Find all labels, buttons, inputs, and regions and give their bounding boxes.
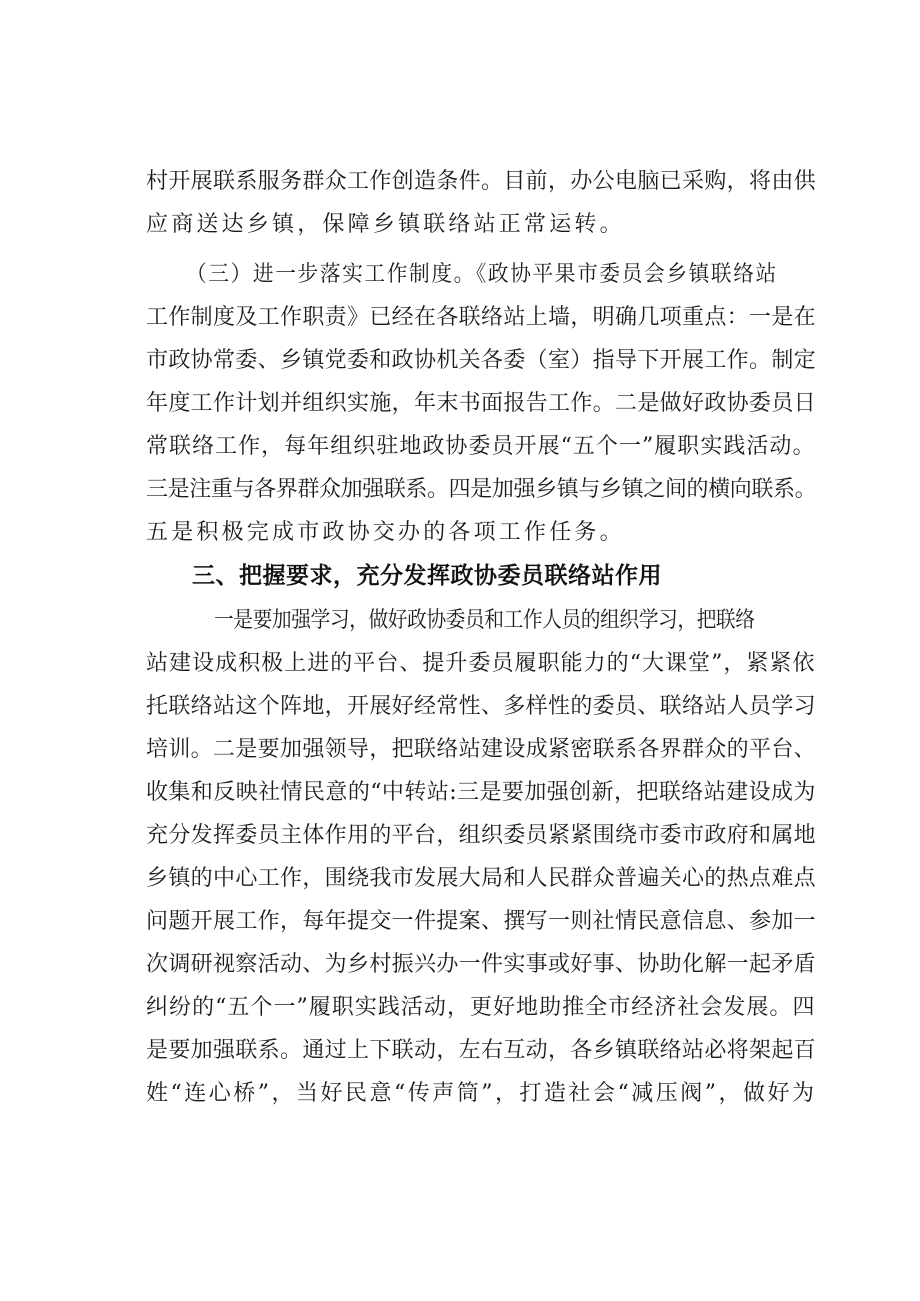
paragraph-3-line-9: 次调研视察活动、为乡村振兴办一件实事或好事、协助化解一起矛盾 <box>146 952 817 977</box>
section-heading: 三、把握要求，充分发挥政协委员联络站作用 <box>192 563 662 589</box>
paragraph-1-line-2: 应商送达乡镇，保障乡镇联络站正常运转。 <box>146 212 625 237</box>
paragraph-3-line-7: 乡镇的中心工作，围绕我市发展大局和人民群众普遍关心的热点难点 <box>146 866 817 891</box>
paragraph-2-line-7: 五是积极完成市政协交办的各项工作任务。 <box>146 520 625 545</box>
paragraph-3-line-5: 收集和反映社情民意的“中转站:三是要加强创新，把联络站建设成为 <box>146 780 816 805</box>
paragraph-2-line-2: 工作制度及工作职责》已经在各联络站上墙，明确几项重点：一是在 <box>146 305 817 330</box>
paragraph-3-line-12: 姓“连心桥”，当好民意“传声筒”，打造社会“减压阀”，做好为 <box>146 1081 817 1106</box>
paragraph-3-line-10: 纠纷的“五个一”履职实践活动，更好地助推全市经济社会发展。四 <box>146 995 816 1020</box>
paragraph-2-line-4: 年度工作计划并组织实施，年末书面报告工作。二是做好政协委员日 <box>146 391 817 416</box>
paragraph-2-line-3: 市政协常委、乡镇党委和政协机关各委（室）指导下开展工作。制定 <box>146 348 817 373</box>
paragraph-2-line-1: （三）进一步落实工作制度。《政协平果市委员会乡镇联络站 <box>186 262 778 287</box>
paragraph-3-line-11: 是要加强联系。通过上下联动，左右互动，各乡镇联络站必将架起百 <box>146 1038 817 1063</box>
paragraph-3-line-1: 一是要加强学习，做好政协委员和工作人员的组织学习，把联络 <box>214 608 755 633</box>
paragraph-2-line-6: 三是注重与各界群众加强联系。四是加强乡镇与乡镇之间的横向联系。 <box>146 477 817 502</box>
paragraph-3-line-4: 培训。二是要加强领导，把联络站建设成紧密联系各界群众的平台、 <box>146 737 817 762</box>
paragraph-2-line-5: 常联络工作，每年组织驻地政协委员开展“五个一”履职实践活动。 <box>146 434 816 459</box>
paragraph-3-line-8: 问题开展工作，每年提交一件提案、撰写一则社情民意信息、参加一 <box>146 909 817 934</box>
paragraph-3-line-2: 站建设成积极上进的平台、提升委员履职能力的“大课堂”，紧紧依 <box>146 651 816 676</box>
paragraph-1-line-1: 村开展联系服务群众工作创造条件。目前，办公电脑已采购，将由供 <box>146 169 817 194</box>
paragraph-3-line-6: 充分发挥委员主体作用的平台，组织委员紧紧围绕市委市政府和属地 <box>146 823 817 848</box>
paragraph-3-line-3: 托联络站这个阵地，开展好经常性、多样性的委员、联络站人员学习 <box>146 694 817 719</box>
